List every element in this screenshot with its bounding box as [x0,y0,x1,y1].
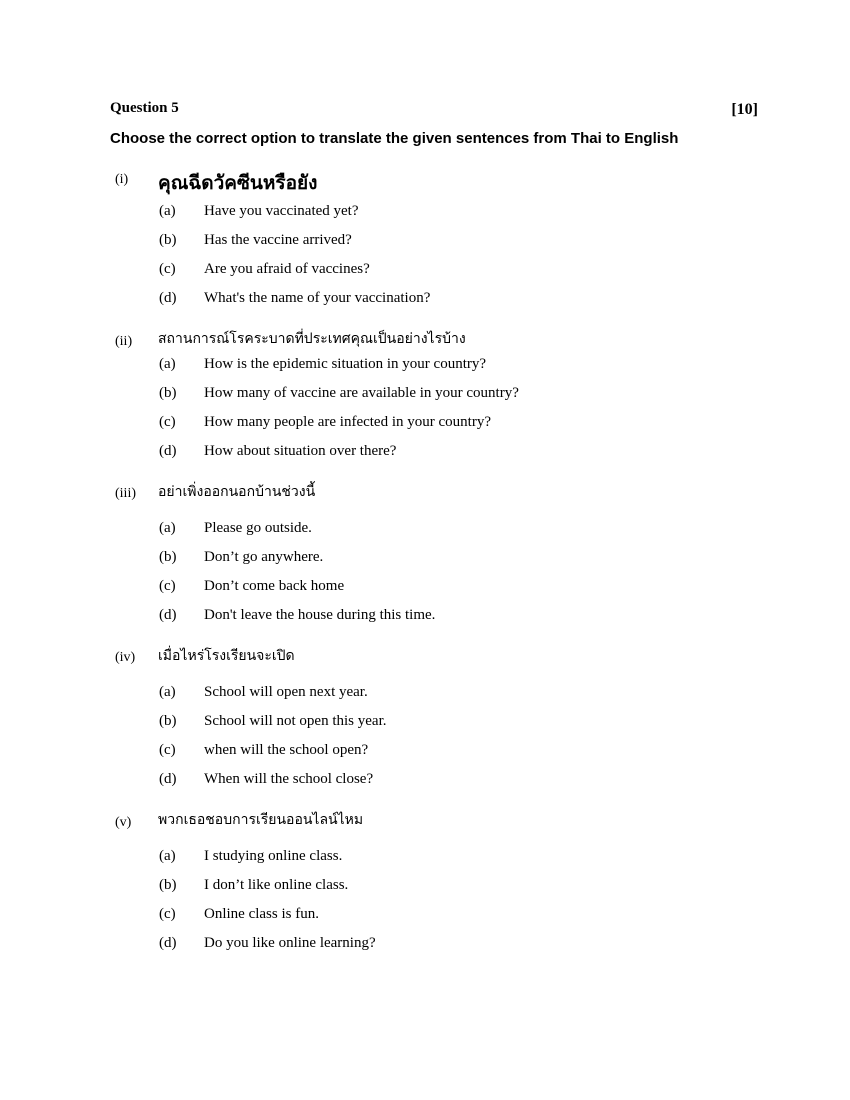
option-letter: (b) [159,877,177,893]
option-text[interactable]: Online class is fun. [204,906,319,922]
question-instruction: Choose the correct option to translate the given sentences from Thai to English [110,130,679,147]
option-letter: (d) [159,290,177,306]
thai-sentence: พวกเธอชอบการเรียนออนไลน์ไหม [158,812,364,828]
item-number: (v) [115,815,132,830]
option-letter: (c) [159,578,176,594]
option-letter: (a) [159,356,176,372]
option-letter: (b) [159,385,177,401]
option-letter: (b) [159,713,177,729]
thai-sentence: สถานการณ์โรคระบาดที่ประเทศคุณเป็นอย่างไรบ้าง [158,331,466,347]
option-text[interactable]: I don’t like online class. [204,877,349,893]
option-letter: (d) [159,443,177,459]
item-number: (i) [115,172,129,187]
option-text[interactable]: Don’t come back home [204,578,345,594]
option-letter: (b) [159,549,177,565]
option-text[interactable]: Has the vaccine arrived? [204,232,352,248]
option-text[interactable]: Have you vaccinated yet? [204,203,359,219]
option-text[interactable]: when will the school open? [204,742,369,758]
option-letter: (d) [159,771,177,787]
option-letter: (a) [159,520,176,536]
thai-sentence: คุณฉีดวัคซีนหรือยัง [158,172,318,194]
thai-sentence: อย่าเพิ่งออกนอกบ้านช่วงนี้ [158,484,316,500]
option-text[interactable]: Don't leave the house during this time. [204,607,436,623]
option-text[interactable]: Are you afraid of vaccines? [204,261,370,277]
option-text[interactable]: School will not open this year. [204,713,387,729]
option-text[interactable]: What's the name of your vaccination? [204,290,431,306]
option-text[interactable]: How is the epidemic situation in your country? [204,356,487,372]
option-text[interactable]: School will open next year. [204,684,368,700]
option-letter: (d) [159,607,177,623]
option-text[interactable]: How about situation over there? [204,443,397,459]
option-text[interactable]: How many of vaccine are available in your country? [204,385,519,401]
option-text[interactable]: How many people are infected in your country? [204,414,491,430]
option-text[interactable]: Don’t go anywhere. [204,549,324,565]
option-letter: (a) [159,684,176,700]
option-text[interactable]: Please go outside. [204,520,312,536]
item-number: (ii) [115,334,133,349]
question-title: Question 5 [110,100,179,116]
option-letter: (c) [159,414,176,430]
option-letter: (a) [159,203,176,219]
option-letter: (b) [159,232,177,248]
item-number: (iii) [115,486,136,501]
option-text[interactable]: Do you like online learning? [204,935,376,951]
option-letter: (c) [159,261,176,277]
option-text[interactable]: I studying online class. [204,848,343,864]
option-letter: (c) [159,742,176,758]
option-text[interactable]: When will the school close? [204,771,374,787]
thai-sentence: เมื่อไหร่โรงเรียนจะเปิด [158,648,295,664]
option-letter: (d) [159,935,177,951]
question-marks: [10] [731,101,758,118]
option-letter: (a) [159,848,176,864]
option-letter: (c) [159,906,176,922]
item-number: (iv) [115,650,136,665]
